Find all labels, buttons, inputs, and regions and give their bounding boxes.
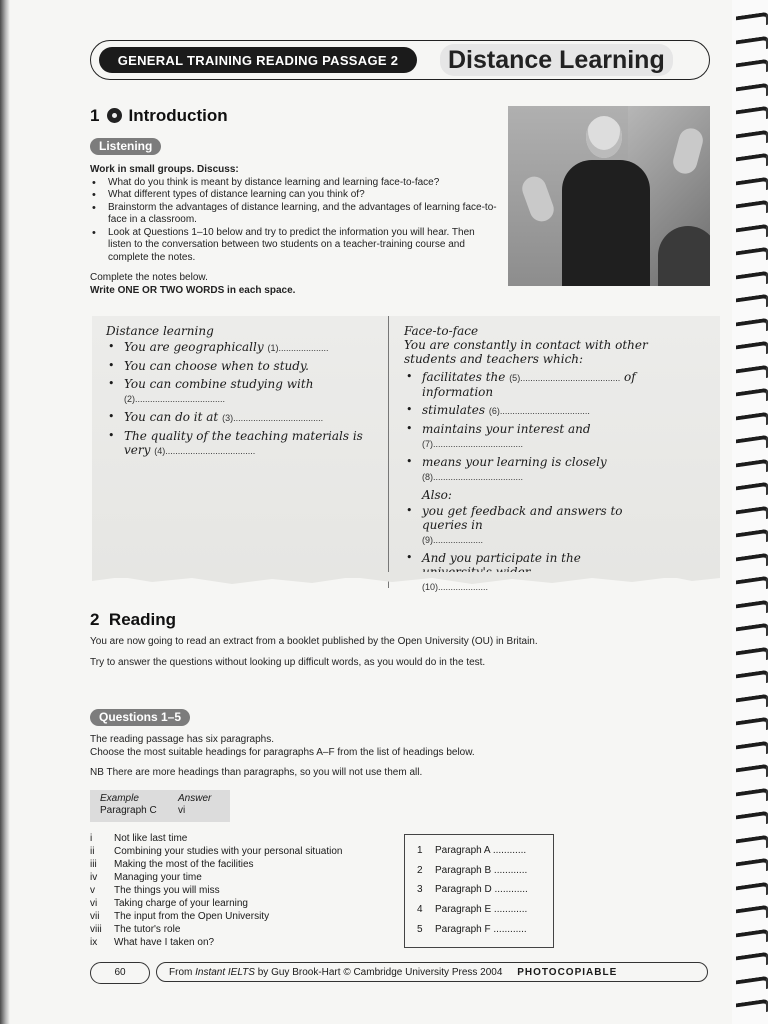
questions-line1: The reading passage has six paragraphs.	[90, 734, 275, 745]
page-number: 60	[90, 962, 150, 984]
note-item: • You can do it at (3)....................................	[106, 410, 376, 425]
binding-ring	[736, 153, 768, 171]
example-label: Example	[100, 793, 139, 804]
page-title: Distance Learning	[440, 44, 673, 76]
binding-ring	[736, 670, 768, 688]
binding-ring	[736, 975, 768, 993]
list-item: • What different types of distance learning can you think of?	[90, 189, 500, 202]
list-item: • Brainstorm the advantages of distance learning, and the advantages of learning face-to-face in a classroom.	[90, 202, 500, 227]
questions-instructions	[90, 734, 550, 780]
binding-ring	[736, 35, 768, 53]
notes-panel	[92, 316, 720, 592]
section2-heading: Reading	[108, 610, 176, 629]
binding-ring	[736, 435, 768, 453]
section1-heading: Introduction	[128, 106, 228, 125]
binding-ring	[736, 129, 768, 147]
list-item: vi Taking charge of your learning	[90, 898, 248, 909]
section2-text	[90, 636, 550, 669]
spiral-binding	[732, 0, 768, 1024]
binding-ring	[736, 999, 768, 1017]
left-notes-title: Distance learning	[106, 324, 214, 338]
passage-label: GENERAL TRAINING READING PASSAGE 2	[99, 47, 417, 73]
binding-ring	[736, 388, 768, 406]
binding-ring	[736, 646, 768, 664]
answer-row[interactable]: 5 Paragraph F ............	[417, 923, 527, 935]
note-item: • You are geographically (1)....................	[106, 340, 376, 355]
answer-row[interactable]: 2 Paragraph B ............	[417, 864, 528, 876]
binding-ring	[736, 787, 768, 805]
list-item: ii Combining your studies with your personal situation	[90, 846, 343, 857]
binding-ring	[736, 341, 768, 359]
cd-icon	[107, 108, 122, 123]
section2-title	[90, 610, 176, 630]
binding-ring	[736, 505, 768, 523]
answer-row[interactable]: 3 Paragraph D ............	[417, 884, 528, 896]
binding-ring	[736, 176, 768, 194]
list-item: i Not like last time	[90, 833, 188, 844]
note-item: • means your learning is closely (8)....................................	[404, 455, 654, 484]
torn-edge	[92, 572, 720, 586]
list-item: ix What have I taken on?	[90, 937, 215, 948]
note-item: • facilitates the (5)........................................ of information	[404, 370, 654, 399]
binding-ring	[736, 12, 768, 30]
binding-ring	[736, 106, 768, 124]
binding-ring	[736, 881, 768, 899]
right-notes-title: Face-to-face	[404, 324, 479, 338]
note-item: • you get feedback and answers to queries in (9)....................	[404, 504, 654, 547]
note-item: • maintains your interest and (7)....................................	[404, 422, 654, 451]
binding-ring	[736, 411, 768, 429]
list-item: vii The input from the Open University	[90, 911, 270, 922]
example-answer: vi	[178, 805, 186, 816]
answer-row[interactable]: 4 Paragraph E ............	[417, 904, 528, 916]
also-label: Also:	[422, 488, 452, 502]
notes-left	[106, 324, 376, 462]
answer-row[interactable]: 1 Paragraph A ............	[417, 845, 527, 857]
reading-instruction: Try to answer the questions without looking up difficult words, as you would do in the test.	[90, 656, 486, 668]
list-item: • What do you think is meant by distance learning and learning face-to-face?	[90, 177, 500, 190]
binding-ring	[736, 59, 768, 77]
right-notes-intro: You are constantly in contact with other students and teachers which:	[404, 338, 648, 366]
binding-ring	[736, 740, 768, 758]
binding-ring	[736, 764, 768, 782]
note-item: • You can choose when to study.	[106, 359, 376, 373]
example-paragraph: Paragraph C	[100, 805, 157, 816]
binding-ring	[736, 858, 768, 876]
binding-ring	[736, 364, 768, 382]
classroom-photo	[508, 106, 710, 286]
binding-ring	[736, 270, 768, 288]
note-item: • And you participate in the (10)....................	[404, 551, 654, 594]
binding-ring	[736, 552, 768, 570]
book-title: Instant IELTS	[195, 967, 255, 978]
section1-title	[90, 106, 228, 126]
list-item: v The things you will miss	[90, 885, 220, 896]
binding-ring	[736, 294, 768, 312]
discussion-list	[90, 177, 500, 265]
binding-ring	[736, 952, 768, 970]
list-item: iv Managing your time	[90, 872, 202, 883]
binding-ring	[736, 693, 768, 711]
section1-number: 1	[90, 106, 100, 125]
binding-ring	[736, 317, 768, 335]
photocopiable-label: PHOTOCOPIABLE	[517, 967, 618, 978]
binding-ring	[736, 458, 768, 476]
binding-ring	[736, 717, 768, 735]
listening-tag: Listening	[90, 138, 161, 155]
binding-ring	[736, 82, 768, 100]
binding-ring	[736, 928, 768, 946]
binding-ring	[736, 576, 768, 594]
note-item: • stimulates (6)....................................	[404, 403, 654, 418]
intro-text: Work in small groups. Discuss:	[90, 164, 239, 175]
binding-ring	[736, 223, 768, 241]
section2-number: 2	[90, 610, 100, 629]
questions-line2: Choose the most suitable headings for paragraphs A–F from the list of headings below.	[90, 746, 475, 758]
notes-right	[404, 324, 654, 598]
answer-box	[404, 834, 554, 948]
binding-ring	[736, 599, 768, 617]
headings-list	[90, 832, 342, 949]
binding-ring	[736, 834, 768, 852]
list-item: • Look at Questions 1–10 below and try to predict the information you will hear. Then listen to the conversation between two students on a teacher-training course and complete the notes.	[90, 227, 500, 265]
answer-label: Answer	[178, 793, 212, 804]
example-box	[90, 790, 230, 822]
section1-instructions	[90, 164, 500, 297]
binding-ring	[736, 811, 768, 829]
binding-ring	[736, 247, 768, 265]
instruction-words: Write ONE OR TWO WORDS in each space.	[90, 284, 296, 296]
notes-divider	[388, 316, 389, 588]
binding-ring	[736, 623, 768, 641]
reading-intro: You are now going to read an extract from a booklet published by the Open University (OU) in Britain.	[90, 636, 538, 647]
questions-nb: NB There are more headings than paragraphs, so you will not use them all.	[90, 767, 423, 778]
list-item: viii The tutor's role	[90, 924, 181, 935]
list-item: iii Making the most of the facilities	[90, 859, 254, 870]
binding-ring	[736, 200, 768, 218]
note-item: • The quality of the teaching materials is very (4)....................................	[106, 429, 376, 458]
questions-tag: Questions 1–5	[90, 709, 190, 726]
binding-ring	[736, 529, 768, 547]
footer-credit: From Instant IELTS by Guy Brook-Hart © Cambridge University Press 2004 PHOTOCOPIABLE	[156, 962, 708, 982]
note-item: • You can combine studying with (2)....................................	[106, 377, 376, 406]
page-edge-shadow	[0, 0, 10, 1024]
instruction-complete: Complete the notes below.	[90, 272, 208, 283]
binding-ring	[736, 482, 768, 500]
binding-ring	[736, 905, 768, 923]
